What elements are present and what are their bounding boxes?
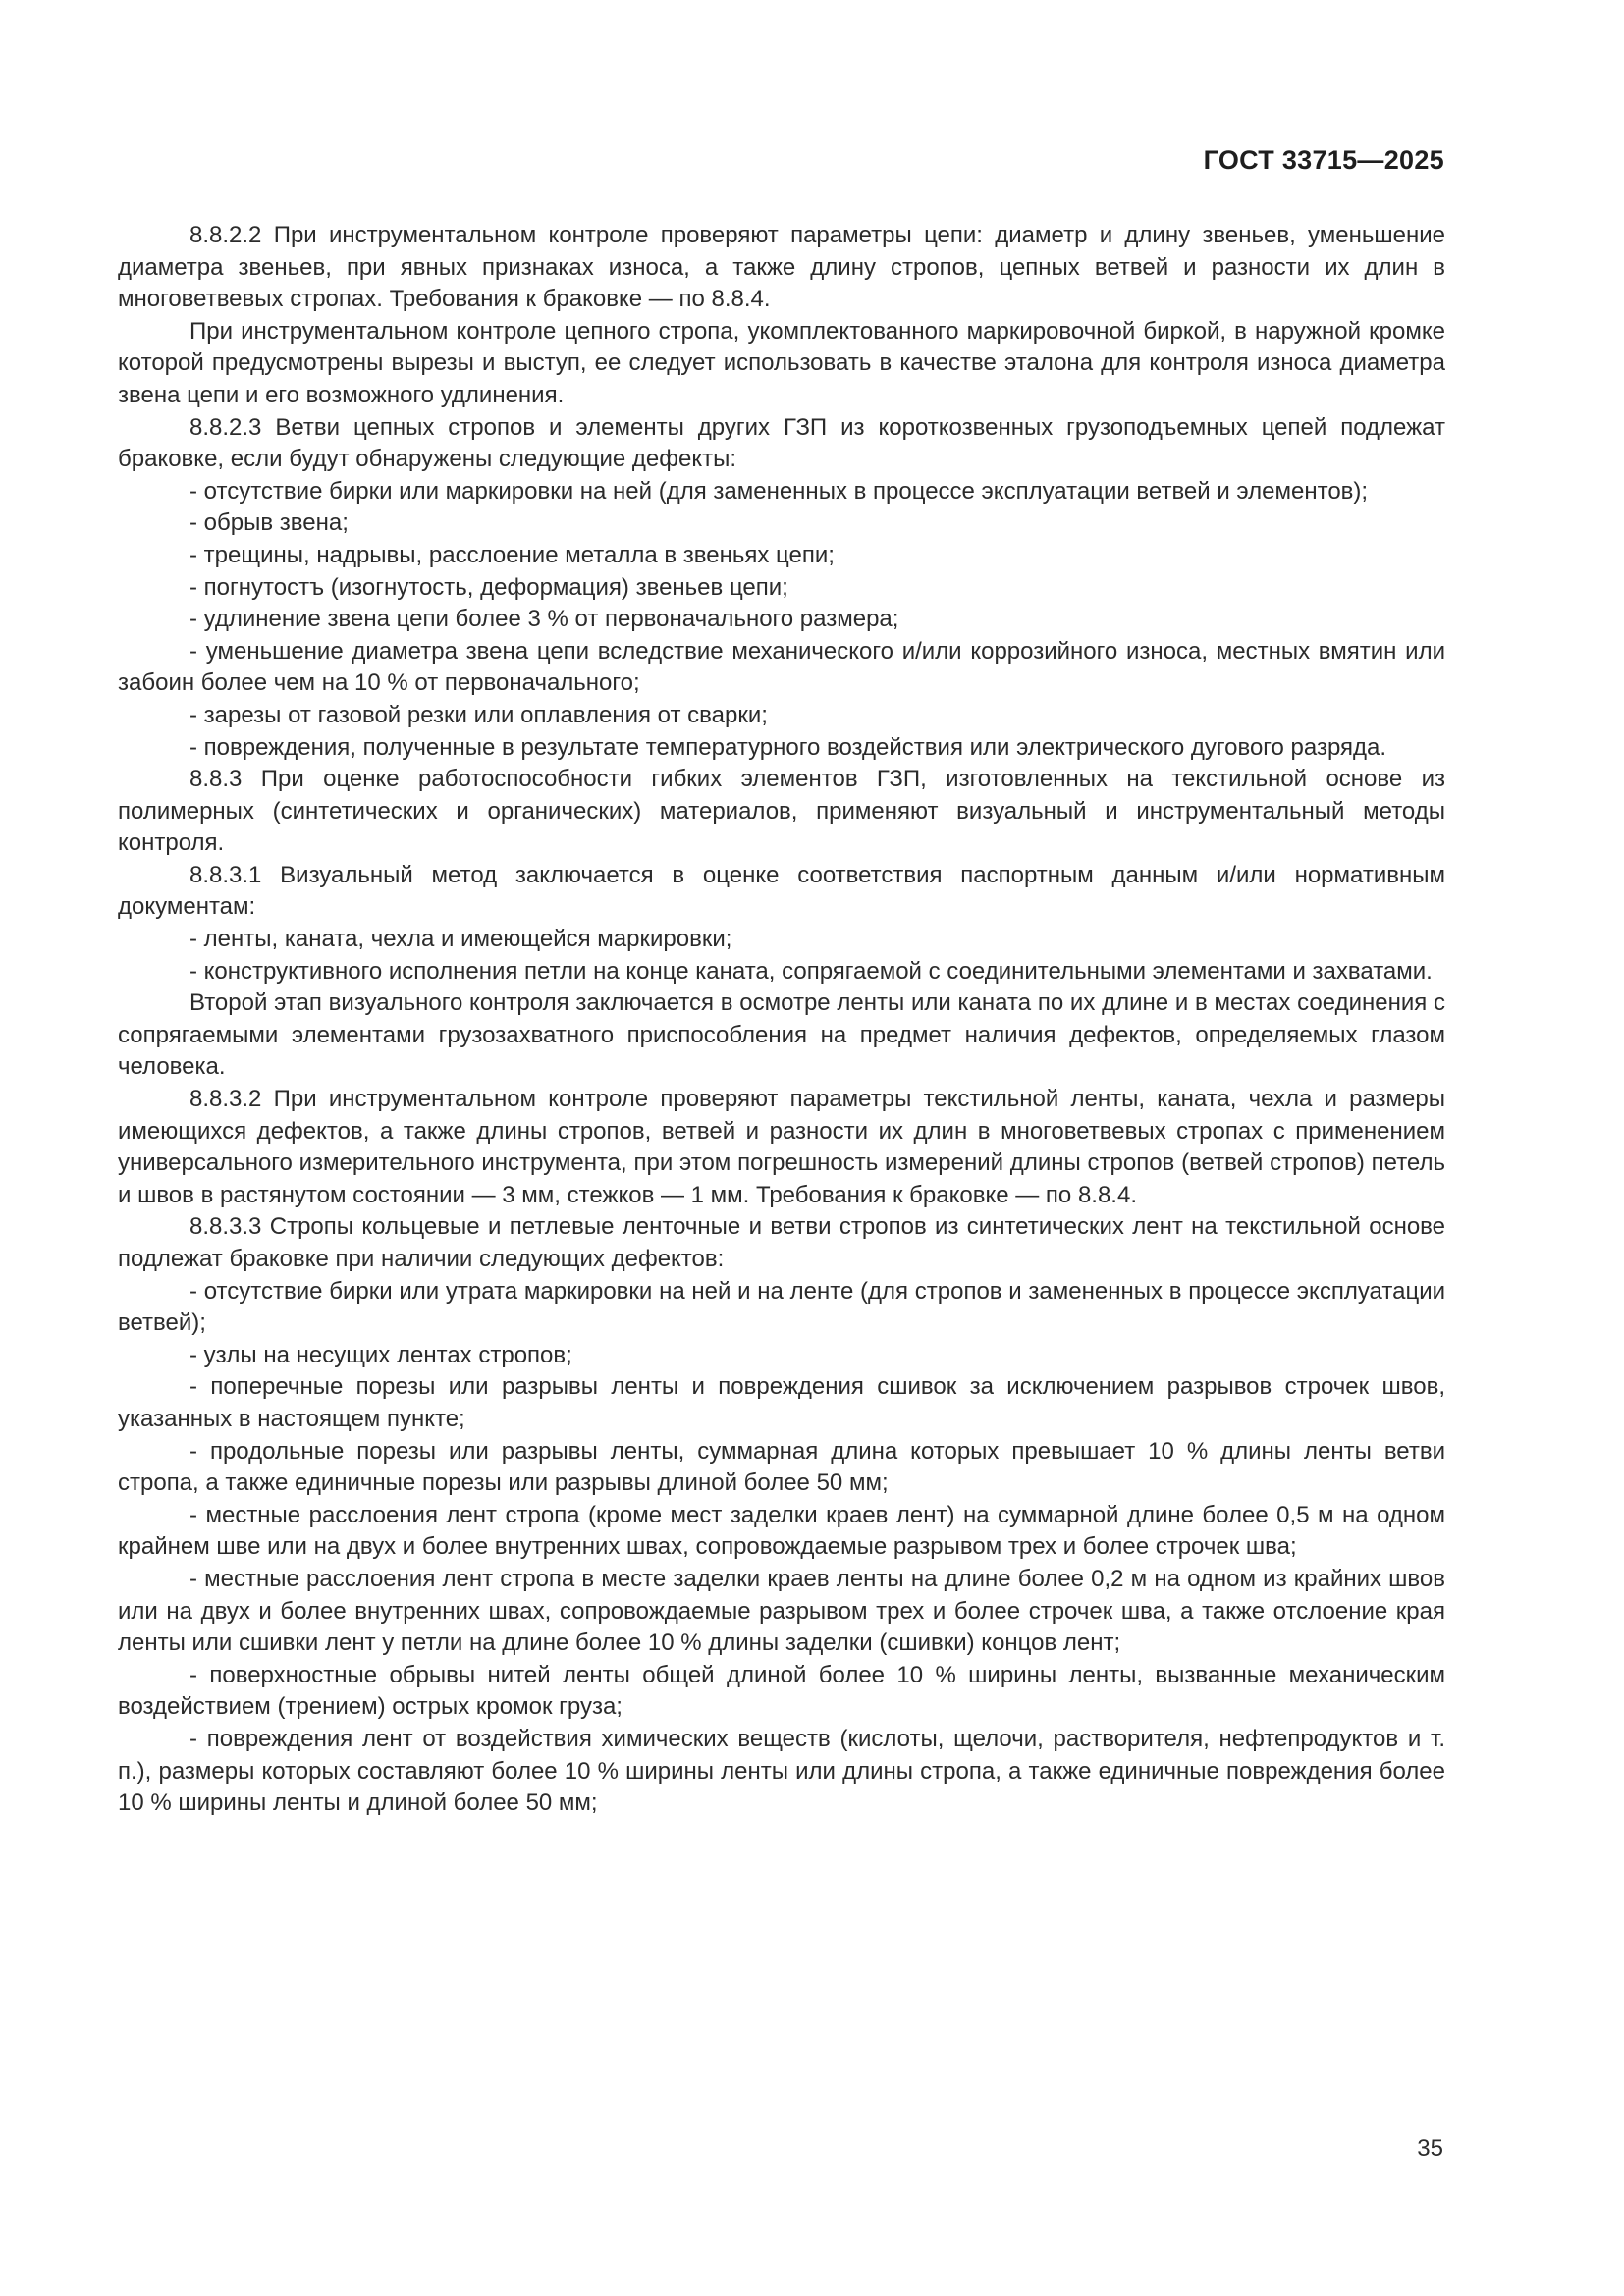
- list-item: - трещины, надрывы, расслоение металла в звеньях цепи;: [189, 541, 835, 568]
- list-item: - отсутствие бирки или маркировки на ней (для замененных в процессе эксплуатации ветвей и элементов);: [189, 477, 1369, 505]
- paragraph: 8.8.3 При оценке работоспособности гибких элементов ГЗП, изготовленных на текстильной основе из полимерных (синтетических и органических) материалов, применяют визуальный и инструментальный методы контроля.: [118, 766, 1445, 857]
- list-item: - повреждения, полученные в результате температурного воздействия или электрического дугового разряда.: [189, 733, 1387, 761]
- list-item: - узлы на несущих лентах стропов;: [189, 1341, 572, 1368]
- list-item: - удлинение звена цепи более 3 % от первоначального размера;: [189, 606, 899, 633]
- document-body: [118, 220, 1445, 1820]
- list-item: - зарезы от газовой резки или оплавления от сварки;: [189, 701, 768, 728]
- paragraph: 8.8.3.3 Стропы кольцевые и петлевые ленточные и ветви стропов из синтетических лент на текстильной основе подлежат браковке при наличии следующих дефектов:: [118, 1213, 1445, 1272]
- list-item: - повреждения лент от воздействия химических веществ (кислоты, щелочи, растворителя, нефтепродуктов и т. п.), размеры которых составляют более 10 % ширины ленты или длины стропа, а также единичные повреждения более 10 % ширины ленты и длиной более 50 мм;: [118, 1725, 1445, 1817]
- list-item: - поверхностные обрывы нитей ленты общей длиной более 10 % ширины ленты, вызванные механическим воздействием (трением) острых кромок груза;: [118, 1661, 1445, 1721]
- list-item: - уменьшение диаметра звена цепи вследствие механического и/или коррозийного износа, местных вмятин или забоин более чем на 10 % от первоначального;: [118, 637, 1445, 697]
- list-item: - местные расслоения лент стропа в месте заделки краев ленты на длине более 0,2 м на одном из крайних швов или на двух и более внутренних швах, сопровождаемые разрывом трех и более строчек шва, а также отслоение края ленты или сшивки лент у петли на длине более 10 % длины заделки (сшивки) концов лент;: [118, 1565, 1445, 1657]
- list-item: - местные расслоения лент стропа (кроме мест заделки краев лент) на суммарной длине более 0,5 м на одном крайнем шве или на двух и более внутренних швах, сопровождаемые разрывом трех и более строчек шва;: [118, 1501, 1445, 1561]
- paragraph: Второй этап визуального контроля заключается в осмотре ленты или каната по их длине и в местах соединения с сопрягаемыми элементами грузозахватного приспособления на предмет наличия дефектов, определяемых глазом человека.: [118, 989, 1445, 1081]
- list-item: - конструктивного исполнения петли на конце каната, сопрягаемой с соединительными элементами и захватами.: [189, 957, 1433, 985]
- list-item: - ленты, каната, чехла и имеющейся маркировки;: [189, 926, 732, 953]
- paragraph: При инструментальном контроле цепного стропа, укомплектованного маркировочной биркой, в наружной кромке которой предусмотрены вырезы и выступ, ее следует использовать в качестве эталона для контроля износа диаметра звена цепи и его возможного удлинения.: [118, 317, 1445, 408]
- list-item: - поперечные порезы или разрывы ленты и повреждения сшивок за исключением разрывов строчек швов, указанных в настоящем пункте;: [118, 1373, 1445, 1432]
- list-item: - обрыв звена;: [189, 509, 349, 537]
- page-number: 35: [1417, 2135, 1443, 2162]
- paragraph: 8.8.3.2 При инструментальном контроле проверяют параметры текстильной ленты, каната, чехла и размеры имеющихся дефектов, а также длины стропов, ветвей и разности их длин в многоветвевых стропах с применением универсального измерительного инструмента, при этом погрешность измерений длины стропов (ветвей стропов) петель и швов в растянутом состоянии — 3 мм, стежков — 1 мм. Требования к браковке — по 8.8.4.: [118, 1086, 1445, 1208]
- paragraph: 8.8.2.2 При инструментальном контроле проверяют параметры цепи: диаметр и длину звеньев, уменьшение диаметра звеньев, при явных признаках износа, а также длину стропов, цепных ветвей и разности их длин в многоветвевых стропах. Требования к браковке — по 8.8.4.: [118, 222, 1445, 313]
- document-standard-number: ГОСТ 33715—2025: [1203, 145, 1444, 175]
- paragraph: 8.8.3.1 Визуальный метод заключается в оценке соответствия паспортным данным и/или нормативным документам:: [118, 861, 1445, 921]
- list-item: - погнутостъ (изогнутость, деформация) звеньев цепи;: [189, 573, 788, 601]
- list-item: - продольные порезы или разрывы ленты, суммарная длина которых превышает 10 % длины ленты ветви стропа, а также единичные порезы или разрывы длиной более 50 мм;: [118, 1437, 1445, 1497]
- list-item: - отсутствие бирки или утрата маркировки на ней и на ленте (для стропов и замененных в процессе эксплуатации ветвей);: [118, 1277, 1445, 1337]
- paragraph: 8.8.2.3 Ветви цепных стропов и элементы других ГЗП из короткозвенных грузоподъемных цепей подлежат браковке, если будут обнаружены следующие дефекты:: [118, 413, 1445, 473]
